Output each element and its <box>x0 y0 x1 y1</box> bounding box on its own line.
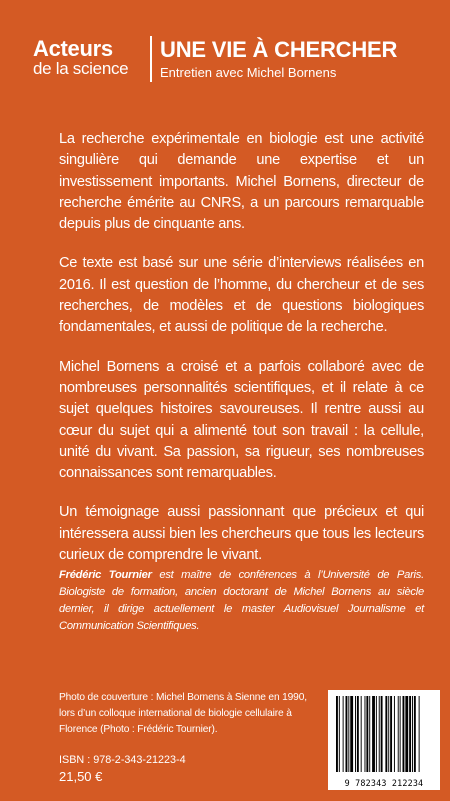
blurb <box>59 129 424 584</box>
author-bio <box>59 567 424 635</box>
cover-header <box>0 0 450 92</box>
series-tagline: de la science <box>33 59 129 78</box>
price: 21,50 € <box>59 769 103 784</box>
book-title: UNE VIE À CHERCHER <box>160 37 398 62</box>
isbn: ISBN : 978-2-343-21223-4 <box>59 754 186 766</box>
barcode <box>328 690 440 790</box>
blurb-paragraph: Ce texte est basé sur une série d’interviews réalisées en 2016. Il est question de l’homme, du chercheur et de ses recherches, de modèles et de questions biologiques fondamentales, et aussi de politique de la recherche. <box>59 255 424 336</box>
barcode-bars <box>328 690 440 778</box>
photo-credit: Photo de couverture : Michel Bornens à Sienne en 1990, lors d’un colloque international de biologie cellulaire à Florence (Photo : Frédéric Tournier). <box>59 692 307 735</box>
author-name: Frédéric Tournier <box>59 569 152 581</box>
barcode-digits: 9 782343 212234 <box>344 778 424 788</box>
blurb-paragraph: La recherche expérimentale en biologie est une activité singulière qui demande une expertise et un investissement importants. Michel Bornens, directeur de recherche émérite au CNRS, a un parcours remarquable depuis plus de cinquante ans. <box>59 131 424 233</box>
blurb-paragraph: Un témoignage aussi passionnant que précieux et qui intéressera aussi bien les chercheurs que tous les lecteurs curieux de comprendre le vivant. <box>59 504 424 564</box>
series-logo <box>33 38 128 77</box>
series-name: Acteurs <box>33 36 113 61</box>
book-subtitle: Entretien avec Michel Bornens <box>160 65 337 80</box>
header-divider <box>150 36 152 82</box>
author-bio-text: est maître de conférences à l’Université de Paris. Biologiste de formation, ancien doctorant de Michel Bornens au siècle dernier, il dirige actuellement le master Audiovisuel Journalisme et Communication Scientifiques. <box>59 569 424 632</box>
blurb-paragraph: Michel Bornens a croisé et a parfois collaboré avec de nombreuses personnalités scientifiques, et il relate à ce sujet quelques histoires savoureuses. Il rentre aussi au cœur du sujet qui a alimenté tout son travail : la cellule, unité du vivant. Sa passion, sa rigueur, ses nombreuses connaissances sont remarquables. <box>59 358 424 482</box>
